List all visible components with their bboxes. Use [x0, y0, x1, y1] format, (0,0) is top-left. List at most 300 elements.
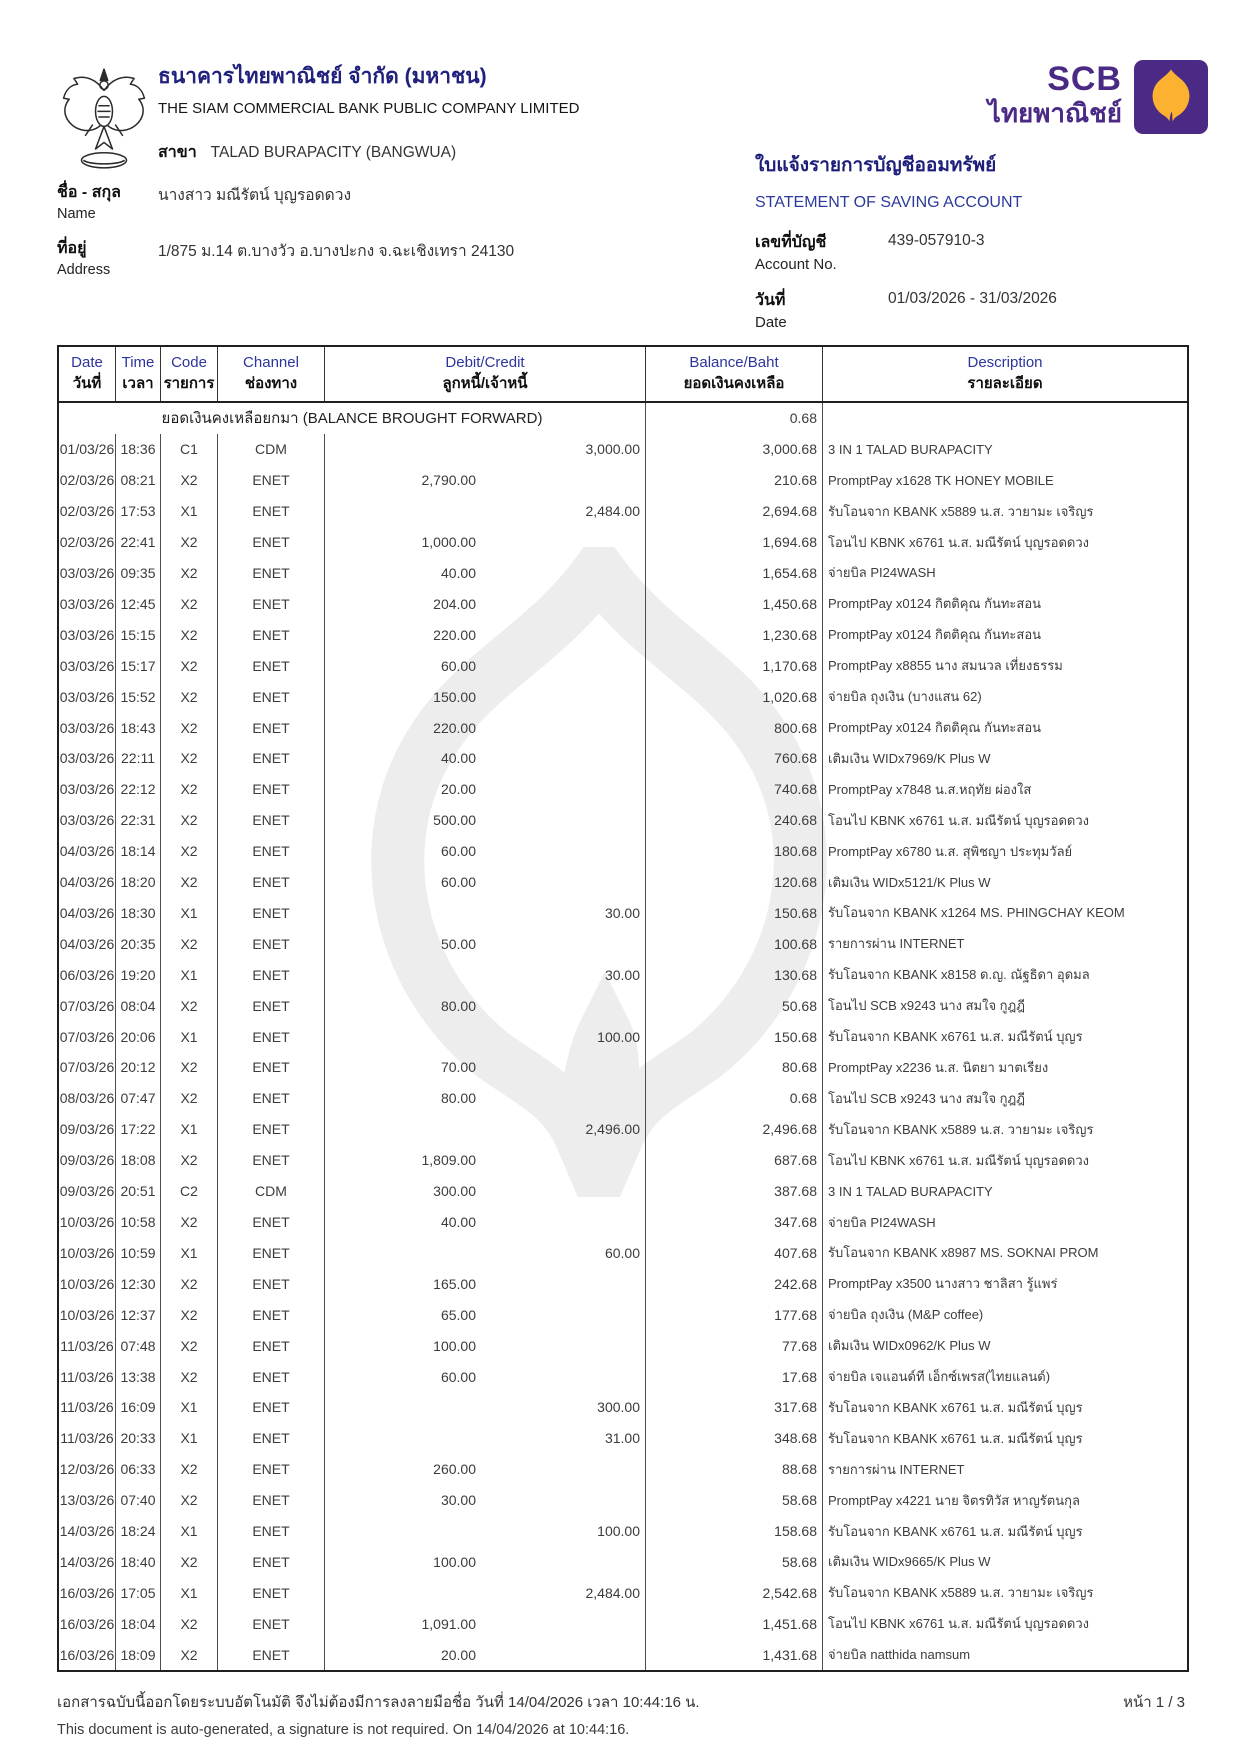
cell-channel: ENET	[217, 619, 324, 650]
cell-code: X2	[160, 743, 217, 774]
debit-amount: 60.00	[440, 874, 476, 891]
cell-debit-credit	[324, 990, 645, 1021]
cell-balance: 407.68	[645, 1237, 822, 1268]
table-row	[59, 1145, 1187, 1176]
page-number: หน้า 1 / 3	[1123, 1694, 1185, 1711]
cell-channel: ENET	[217, 1639, 324, 1670]
cell-description: รับโอนจาก KBANK x6761 น.ส. มณีรัตน์ บุญร	[822, 1392, 1187, 1423]
debit-amount: 1,000.00	[421, 534, 476, 551]
cell-channel: ENET	[217, 1114, 324, 1145]
cell-description: PromptPay x0124 กิตติคุณ กันทะสอน	[822, 712, 1187, 743]
cell-balance: 1,170.68	[645, 650, 822, 681]
cell-balance: 1,654.68	[645, 558, 822, 589]
table-row	[59, 1176, 1187, 1207]
header-channel: Channel ช่องทาง	[217, 347, 324, 401]
cell-balance: 58.68	[645, 1485, 822, 1516]
cell-code: X1	[160, 898, 217, 929]
cell-date: 09/03/26	[59, 1121, 115, 1138]
header-balance-baht: Balance/Baht ยอดเงินคงเหลือ	[645, 347, 822, 401]
cell-description: จ่ายบิล PI24WASH	[822, 558, 1187, 589]
cell-channel: ENET	[217, 588, 324, 619]
branch-value: TALAD BURAPACITY (BANGWUA)	[210, 144, 457, 161]
cell-channel: ENET	[217, 805, 324, 836]
cell-code: X2	[160, 1083, 217, 1114]
table-row	[59, 1639, 1187, 1670]
cell-code: X2	[160, 867, 217, 898]
cell-description: โอนไป SCB x9243 นาง สมใจ กูฎฎี	[822, 990, 1187, 1021]
cell-date: 03/03/26	[59, 719, 115, 736]
cell-debit-credit	[324, 1207, 645, 1238]
cell-time: 18:14	[115, 836, 160, 867]
cell-code: X2	[160, 1454, 217, 1485]
cell-balance: 17.68	[645, 1361, 822, 1392]
debit-amount: 80.00	[440, 997, 476, 1014]
table-row	[59, 1608, 1187, 1639]
cell-channel: ENET	[217, 1516, 324, 1547]
cell-channel: ENET	[217, 1361, 324, 1392]
table-row	[59, 898, 1187, 929]
table-row	[59, 1361, 1187, 1392]
cell-debit-credit	[324, 588, 645, 619]
cell-debit-credit	[324, 1577, 645, 1608]
debit-amount: 1,091.00	[421, 1615, 476, 1632]
transactions-table	[57, 345, 1189, 1672]
cell-debit-credit	[324, 1454, 645, 1485]
cell-balance: 80.68	[645, 1052, 822, 1083]
debit-amount: 260.00	[433, 1461, 476, 1478]
debit-amount: 60.00	[440, 843, 476, 860]
footer-note-th: เอกสารฉบับนี้ออกโดยระบบอัตโนมัติ จึงไม่ต้องมีการลงลายมือชื่อ วันที่ 14/04/2026 เวลา 10:44:16 น.	[57, 1694, 700, 1711]
cell-date: 03/03/26	[59, 812, 115, 829]
cell-balance: 347.68	[645, 1207, 822, 1238]
cell-debit-credit	[324, 558, 645, 589]
cell-date: 10/03/26	[59, 1244, 115, 1261]
footer-note-en: This document is auto-generated, a signature is not required. On 14/04/2026 at 10:44:16.	[57, 1722, 630, 1738]
cell-code: X2	[160, 712, 217, 743]
table-row	[59, 867, 1187, 898]
cell-channel: ENET	[217, 1577, 324, 1608]
cell-date: 11/03/26	[60, 1399, 114, 1416]
cell-date: 14/03/26	[59, 1553, 115, 1570]
table-row	[59, 1330, 1187, 1361]
cell-description: จ่ายบิล natthida namsum	[822, 1639, 1187, 1670]
cell-balance: 240.68	[645, 805, 822, 836]
cell-code: X1	[160, 1392, 217, 1423]
scb-leaf-logo-icon	[1134, 60, 1208, 134]
table-header-row	[59, 347, 1187, 403]
debit-amount: 100.00	[433, 1553, 476, 1570]
cell-code: X2	[160, 650, 217, 681]
cell-description: จ่ายบิล เจแอนด์ที เอ็กซ์เพรส(ไทยแลนด์)	[822, 1361, 1187, 1392]
cell-date: 12/03/26	[59, 1461, 115, 1478]
credit-amount: 2,496.00	[585, 1121, 640, 1138]
cell-description: รับโอนจาก KBANK x1264 MS. PHINGCHAY KEOM	[822, 898, 1187, 929]
cell-channel: ENET	[217, 1145, 324, 1176]
cell-time: 08:04	[115, 990, 160, 1021]
cell-time: 09:35	[115, 558, 160, 589]
credit-amount: 3,000.00	[585, 441, 640, 458]
cell-date: 11/03/26	[60, 1368, 114, 1385]
cell-time: 18:24	[115, 1516, 160, 1547]
cell-balance: 158.68	[645, 1516, 822, 1547]
cell-date: 04/03/26	[59, 874, 115, 891]
customer-address-label-en: Address	[57, 262, 111, 278]
cell-code: X2	[160, 465, 217, 496]
debit-amount: 20.00	[440, 781, 476, 798]
cell-channel: ENET	[217, 1083, 324, 1114]
cell-code: X1	[160, 1021, 217, 1052]
cell-balance: 150.68	[645, 898, 822, 929]
cell-description: PromptPay x2236 น.ส. นิตยา มาตเรียง	[822, 1052, 1187, 1083]
cell-time: 22:41	[115, 527, 160, 558]
cell-time: 18:20	[115, 867, 160, 898]
cell-description: รับโอนจาก KBANK x5889 น.ส. วายามะ เจริญร	[822, 1114, 1187, 1145]
cell-code: X2	[160, 619, 217, 650]
debit-amount: 500.00	[433, 812, 476, 829]
table-row	[59, 836, 1187, 867]
cell-date: 03/03/26	[59, 657, 115, 674]
table-row	[59, 1547, 1187, 1578]
cell-balance: 58.68	[645, 1547, 822, 1578]
cell-debit-credit	[324, 805, 645, 836]
credit-amount: 2,484.00	[585, 1584, 640, 1601]
cell-channel: ENET	[217, 990, 324, 1021]
cell-date: 10/03/26	[59, 1214, 115, 1231]
cell-code: X2	[160, 1145, 217, 1176]
cell-balance: 348.68	[645, 1423, 822, 1454]
branch-label: สาขา	[158, 144, 197, 161]
cell-time: 17:22	[115, 1114, 160, 1145]
cell-code: X2	[160, 1268, 217, 1299]
table-row	[59, 928, 1187, 959]
cell-balance: 210.68	[645, 465, 822, 496]
customer-name-label-th: ชื่อ - สกุล	[57, 184, 121, 201]
cell-time: 20:33	[115, 1423, 160, 1454]
cell-date: 07/03/26	[59, 1028, 115, 1045]
cell-date: 04/03/26	[59, 935, 115, 952]
header-time: Time เวลา	[115, 347, 160, 401]
cell-code: X2	[160, 1639, 217, 1670]
cell-debit-credit	[324, 527, 645, 558]
cell-balance: 1,230.68	[645, 619, 822, 650]
table-row	[59, 496, 1187, 527]
cell-date: 08/03/26	[59, 1090, 115, 1107]
debit-amount: 70.00	[440, 1059, 476, 1076]
cell-date: 02/03/26	[59, 503, 115, 520]
cell-time: 18:09	[115, 1639, 160, 1670]
cell-channel: ENET	[217, 712, 324, 743]
cell-debit-credit	[324, 1608, 645, 1639]
statement-date-label-en: Date	[755, 314, 787, 331]
debit-amount: 150.00	[433, 688, 476, 705]
cell-code: X1	[160, 1114, 217, 1145]
cell-time: 07:47	[115, 1083, 160, 1114]
cell-code: X2	[160, 1361, 217, 1392]
cell-time: 22:31	[115, 805, 160, 836]
cell-code: X2	[160, 1330, 217, 1361]
cell-debit-credit	[324, 836, 645, 867]
cell-description: PromptPay x6780 น.ส. สุพิชญา ประทุมวัลย์	[822, 836, 1187, 867]
cell-channel: ENET	[217, 1299, 324, 1330]
table-row	[59, 1577, 1187, 1608]
table-row	[59, 434, 1187, 465]
cell-balance: 130.68	[645, 959, 822, 990]
cell-channel: ENET	[217, 1052, 324, 1083]
cell-code: C2	[160, 1176, 217, 1207]
cell-channel: ENET	[217, 1547, 324, 1578]
cell-code: X2	[160, 1485, 217, 1516]
cell-channel: ENET	[217, 527, 324, 558]
cell-debit-credit	[324, 1237, 645, 1268]
cell-time: 20:35	[115, 928, 160, 959]
cell-description: รับโอนจาก KBANK x6761 น.ส. มณีรัตน์ บุญร	[822, 1021, 1187, 1052]
cell-balance: 100.68	[645, 928, 822, 959]
cell-description: เติมเงิน WIDx9665/K Plus W	[822, 1547, 1187, 1578]
cell-description: รายการผ่าน INTERNET	[822, 928, 1187, 959]
cell-time: 20:12	[115, 1052, 160, 1083]
cell-balance: 180.68	[645, 836, 822, 867]
cell-description: รับโอนจาก KBANK x8158 ด.ญ. ณัฐธิดา อุดมล	[822, 959, 1187, 990]
statement-date-range-value: 01/03/2026 - 31/03/2026	[888, 290, 1057, 307]
cell-balance: 317.68	[645, 1392, 822, 1423]
cell-channel: ENET	[217, 774, 324, 805]
cell-description: รับโอนจาก KBANK x5889 น.ส. วายามะ เจริญร	[822, 1577, 1187, 1608]
cell-time: 16:09	[115, 1392, 160, 1423]
cell-code: X2	[160, 774, 217, 805]
cell-balance: 242.68	[645, 1268, 822, 1299]
cell-time: 19:20	[115, 959, 160, 990]
cell-time: 22:11	[115, 743, 160, 774]
cell-balance: 2,542.68	[645, 1577, 822, 1608]
debit-amount: 40.00	[440, 564, 476, 581]
debit-amount: 80.00	[440, 1090, 476, 1107]
cell-date: 06/03/26	[59, 966, 115, 983]
cell-description: โอนไป KBNK x6761 น.ส. มณีรัตน์ บุญรอดดวง	[822, 805, 1187, 836]
table-row	[59, 1114, 1187, 1145]
cell-date: 02/03/26	[59, 534, 115, 551]
cell-description: PromptPay x4221 นาย จิตรทิวัส หาญรัตนกุล	[822, 1485, 1187, 1516]
cell-time: 07:40	[115, 1485, 160, 1516]
branch-line	[158, 140, 456, 165]
cell-channel: ENET	[217, 1608, 324, 1639]
cell-channel: ENET	[217, 496, 324, 527]
cell-debit-credit	[324, 619, 645, 650]
debit-amount: 204.00	[433, 595, 476, 612]
table-row	[59, 650, 1187, 681]
cell-balance: 387.68	[645, 1176, 822, 1207]
credit-amount: 2,484.00	[585, 503, 640, 520]
credit-amount: 30.00	[604, 966, 640, 983]
cell-description: 3 IN 1 TALAD BURAPACITY	[822, 434, 1187, 465]
cell-time: 10:59	[115, 1237, 160, 1268]
cell-code: X1	[160, 1577, 217, 1608]
cell-channel: ENET	[217, 650, 324, 681]
cell-code: X2	[160, 588, 217, 619]
cell-time: 15:17	[115, 650, 160, 681]
cell-code: X2	[160, 558, 217, 589]
debit-amount: 60.00	[440, 1368, 476, 1385]
statement-title-en: STATEMENT OF SAVING ACCOUNT	[755, 194, 1023, 211]
cell-channel: ENET	[217, 743, 324, 774]
cell-channel: ENET	[217, 465, 324, 496]
account-label-th: เลขที่บัญชี	[755, 234, 827, 251]
table-row	[59, 1083, 1187, 1114]
scb-logo-text-th: ไทยพาณิชย์	[987, 98, 1122, 128]
table-row	[59, 805, 1187, 836]
cell-date: 03/03/26	[59, 688, 115, 705]
cell-date: 03/03/26	[59, 626, 115, 643]
cell-code: X2	[160, 1207, 217, 1238]
debit-amount: 220.00	[433, 626, 476, 643]
credit-amount: 31.00	[604, 1430, 640, 1447]
cell-balance: 2,496.68	[645, 1114, 822, 1145]
table-row	[59, 1207, 1187, 1238]
cell-debit-credit	[324, 1176, 645, 1207]
cell-balance: 88.68	[645, 1454, 822, 1485]
cell-date: 03/03/26	[59, 781, 115, 798]
cell-code: X1	[160, 1237, 217, 1268]
cell-channel: ENET	[217, 928, 324, 959]
debit-amount: 50.00	[440, 935, 476, 952]
cell-date: 16/03/26	[59, 1584, 115, 1601]
cell-time: 07:48	[115, 1330, 160, 1361]
cell-description: โอนไป KBNK x6761 น.ส. มณีรัตน์ บุญรอดดวง	[822, 1145, 1187, 1176]
cell-time: 20:06	[115, 1021, 160, 1052]
table-row	[59, 743, 1187, 774]
cell-date: 16/03/26	[59, 1646, 115, 1663]
cell-debit-credit	[324, 650, 645, 681]
debit-amount: 30.00	[440, 1492, 476, 1509]
cell-description: รับโอนจาก KBANK x6761 น.ส. มณีรัตน์ บุญร	[822, 1516, 1187, 1547]
cell-description: รับโอนจาก KBANK x6761 น.ส. มณีรัตน์ บุญร	[822, 1423, 1187, 1454]
cell-debit-credit	[324, 959, 645, 990]
cell-balance: 3,000.68	[645, 434, 822, 465]
table-body	[59, 434, 1187, 1670]
account-number-value: 439-057910-3	[888, 232, 985, 249]
cell-time: 17:53	[115, 496, 160, 527]
bank-name-english: THE SIAM COMMERCIAL BANK PUBLIC COMPANY LIMITED	[158, 100, 580, 117]
cell-debit-credit	[324, 1114, 645, 1145]
cell-time: 18:08	[115, 1145, 160, 1176]
header-debit-credit: Debit/Credit ลูกหนี้/เจ้าหนี้	[324, 347, 645, 401]
cell-debit-credit	[324, 681, 645, 712]
debit-amount: 2,790.00	[421, 472, 476, 489]
cell-description: เติมเงิน WIDx7969/K Plus W	[822, 743, 1187, 774]
cell-debit-credit	[324, 1330, 645, 1361]
table-row	[59, 1516, 1187, 1547]
header-date: Date วันที่	[71, 354, 103, 392]
cell-channel: ENET	[217, 836, 324, 867]
cell-balance: 120.68	[645, 867, 822, 898]
cell-code: X2	[160, 1608, 217, 1639]
cell-debit-credit	[324, 1639, 645, 1670]
debit-amount: 1,809.00	[421, 1152, 476, 1169]
cell-description: จ่ายบิล ถุงเงิน (M&P coffee)	[822, 1299, 1187, 1330]
cell-code: C1	[160, 434, 217, 465]
cell-time: 18:30	[115, 898, 160, 929]
table-row	[59, 1268, 1187, 1299]
cell-debit-credit	[324, 1145, 645, 1176]
cell-date: 09/03/26	[59, 1183, 115, 1200]
cell-debit-credit	[324, 465, 645, 496]
account-label-en: Account No.	[755, 256, 837, 273]
cell-balance: 1,450.68	[645, 588, 822, 619]
cell-debit-credit	[324, 1021, 645, 1052]
balance-brought-forward-description	[822, 403, 1187, 434]
credit-amount: 60.00	[604, 1244, 640, 1261]
cell-date: 10/03/26	[59, 1306, 115, 1323]
cell-debit-credit	[324, 743, 645, 774]
cell-description: 3 IN 1 TALAD BURAPACITY	[822, 1176, 1187, 1207]
cell-code: X2	[160, 1547, 217, 1578]
cell-date: 14/03/26	[59, 1523, 115, 1540]
cell-description: PromptPay x3500 นางสาว ชาลิสา รู้แพร่	[822, 1268, 1187, 1299]
cell-description: PromptPay x1628 TK HONEY MOBILE	[822, 465, 1187, 496]
cell-channel: ENET	[217, 898, 324, 929]
cell-date: 07/03/26	[59, 1059, 115, 1076]
cell-debit-credit	[324, 712, 645, 743]
balance-brought-forward-row	[59, 403, 1187, 434]
statement-date-label-th: วันที่	[755, 292, 786, 309]
cell-code: X2	[160, 990, 217, 1021]
cell-description: PromptPay x0124 กิตติคุณ กันทะสอน	[822, 588, 1187, 619]
cell-debit-credit	[324, 1392, 645, 1423]
cell-channel: ENET	[217, 1237, 324, 1268]
cell-code: X2	[160, 1299, 217, 1330]
cell-balance: 1,020.68	[645, 681, 822, 712]
credit-amount: 100.00	[597, 1028, 640, 1045]
cell-time: 08:21	[115, 465, 160, 496]
cell-code: X1	[160, 1516, 217, 1547]
cell-description: เติมเงิน WIDx0962/K Plus W	[822, 1330, 1187, 1361]
cell-time: 18:40	[115, 1547, 160, 1578]
cell-code: X1	[160, 959, 217, 990]
debit-amount: 300.00	[433, 1183, 476, 1200]
credit-amount: 30.00	[604, 904, 640, 921]
cell-balance: 1,694.68	[645, 527, 822, 558]
cell-debit-credit	[324, 1052, 645, 1083]
cell-description: จ่ายบิล ถุงเงิน (บางแสน 62)	[822, 681, 1187, 712]
cell-code: X2	[160, 805, 217, 836]
cell-channel: ENET	[217, 558, 324, 589]
cell-debit-credit	[324, 1083, 645, 1114]
table-row	[59, 1299, 1187, 1330]
cell-balance: 77.68	[645, 1330, 822, 1361]
customer-name-label-en: Name	[57, 206, 96, 222]
cell-code: X2	[160, 1052, 217, 1083]
bank-name-thai: ธนาคารไทยพาณิชย์ จำกัด (มหาชน)	[158, 65, 487, 88]
cell-channel: ENET	[217, 1207, 324, 1238]
cell-date: 04/03/26	[59, 904, 115, 921]
cell-date: 01/03/26	[59, 441, 115, 458]
cell-time: 15:15	[115, 619, 160, 650]
cell-balance: 1,451.68	[645, 1608, 822, 1639]
debit-amount: 65.00	[440, 1306, 476, 1323]
customer-address-value: 1/875 ม.14 ต.บางวัว อ.บางปะกง จ.ฉะเชิงเทรา 24130	[158, 243, 515, 260]
cell-time: 22:12	[115, 774, 160, 805]
table-row	[59, 558, 1187, 589]
garuda-emblem-icon	[57, 60, 151, 176]
debit-amount: 100.00	[433, 1337, 476, 1354]
cell-debit-credit	[324, 928, 645, 959]
cell-balance: 687.68	[645, 1145, 822, 1176]
cell-debit-credit	[324, 1485, 645, 1516]
cell-date: 09/03/26	[59, 1152, 115, 1169]
scb-logo-text-en: SCB	[1047, 60, 1122, 98]
cell-time: 18:36	[115, 434, 160, 465]
cell-balance: 760.68	[645, 743, 822, 774]
cell-debit-credit	[324, 867, 645, 898]
